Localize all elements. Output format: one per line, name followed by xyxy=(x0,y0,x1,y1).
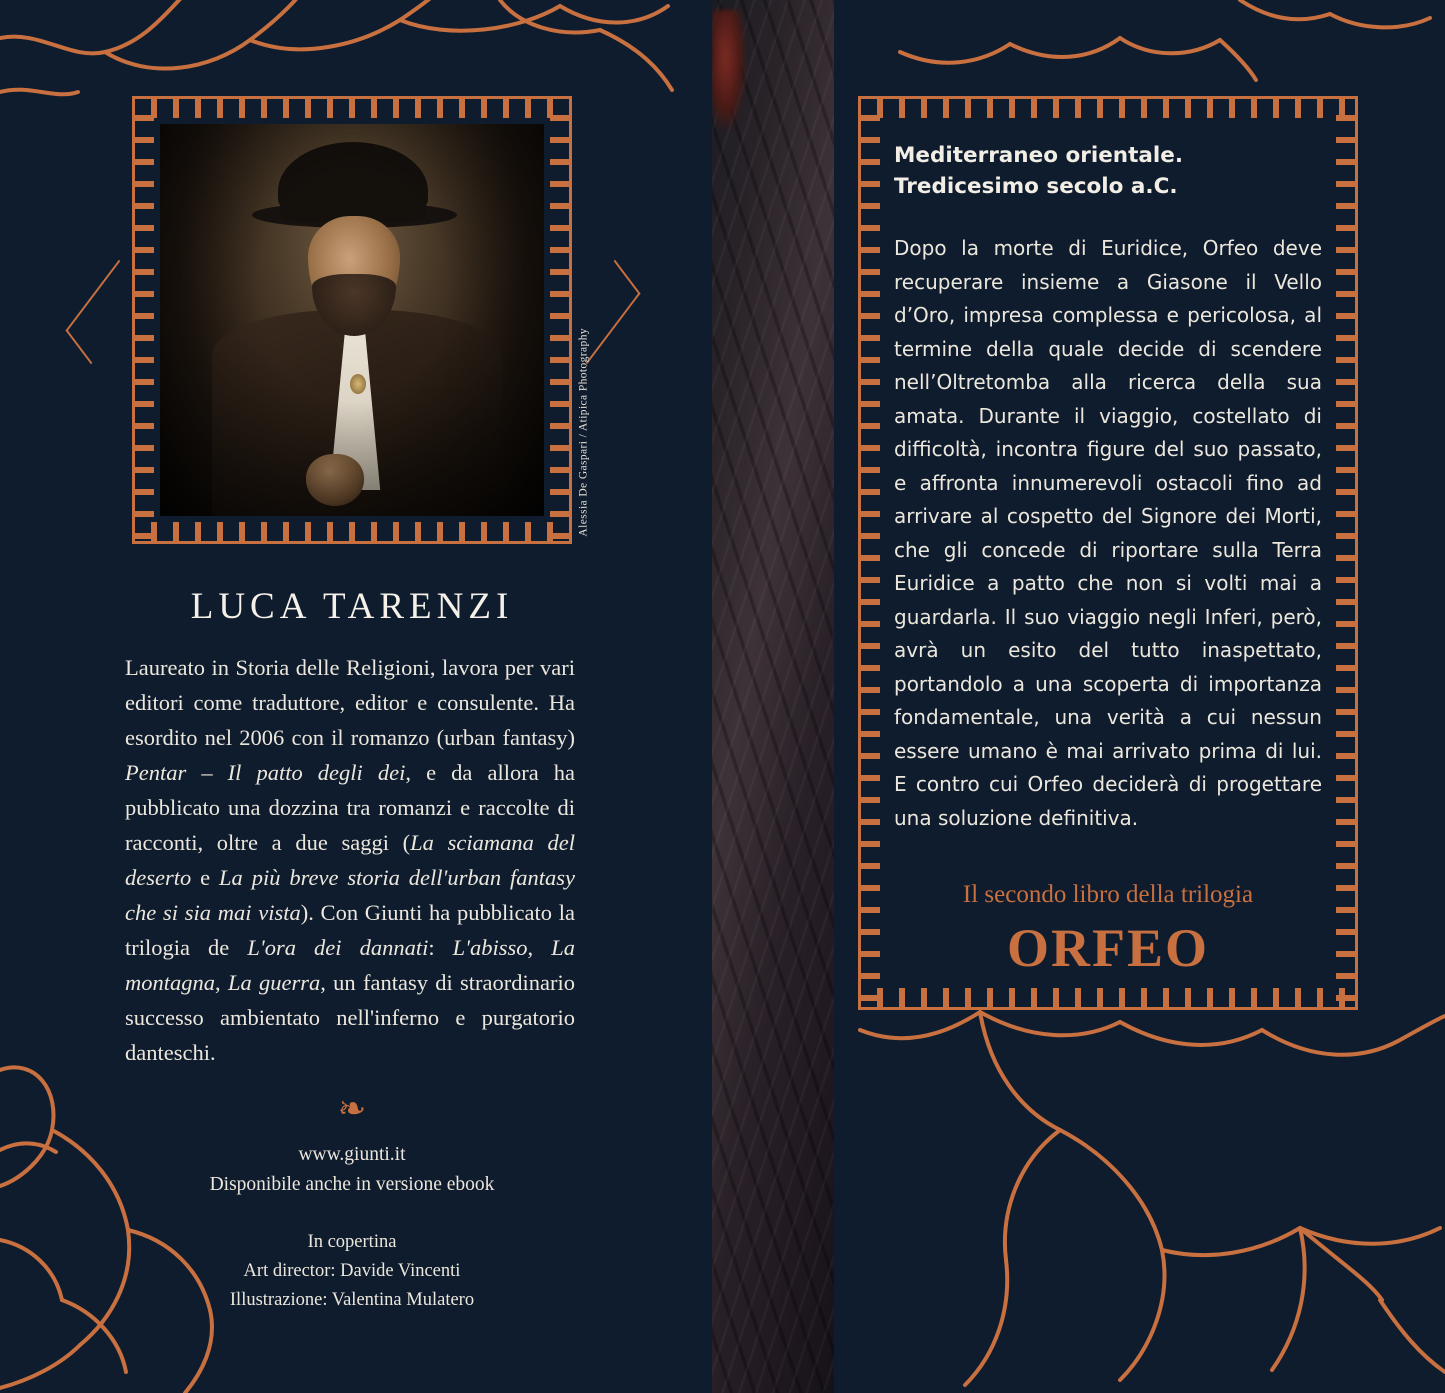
flap-blurb-frame xyxy=(858,96,1358,1010)
flap-greek-key-border-left xyxy=(858,96,880,1010)
flap-greek-key-border-right xyxy=(1336,96,1358,1010)
greek-key-border-right xyxy=(550,96,572,544)
series-logo: ORFEO xyxy=(1006,918,1209,978)
portrait-vignette xyxy=(160,124,544,516)
ebook-note: Disponibile anche in versione ebook xyxy=(209,1174,495,1195)
credits-art-director: Art director: Davide Vincenti xyxy=(243,1261,461,1281)
flourish-ornament-icon: ❧ xyxy=(337,1091,367,1128)
greek-key-border-bottom xyxy=(132,522,572,544)
series-line: Il secondo libro della trilogia xyxy=(962,881,1254,908)
flap-blurb-content xyxy=(894,140,1322,979)
publisher-info xyxy=(132,1140,572,1200)
flap-greek-key-border-top xyxy=(858,96,1358,118)
flap-lead-line-1: Mediterraneo orientale. xyxy=(894,143,1183,168)
photo-credit: Alessia De Gaspari / Atipica Photography xyxy=(578,328,590,537)
flap-greek-key-border-bottom xyxy=(858,988,1358,1010)
author-portrait-photo xyxy=(160,124,544,516)
author-biography: Laureato in Storia delle Religioni, lavora per vari editori come traduttore, editor e consulente. Ha esordito nel 2006 con il romanzo (urban fantasy) Pentar – Il patto degli dei, e da allora ha pubblicato una dozzina tra romanzi e raccolte di racconti, oltre a due saggi (La sciamana del deserto e La più breve storia dell'urban fantasy che si sia mai vista). Con Giunti ha pubblicato la trilogia de L'ora dei dannati: L'abisso, La montagna, La guerra, un fantasy di straordinario successo ambientato nell'inferno e purgatorio danteschi. xyxy=(125,655,576,1065)
cover-credits xyxy=(132,1228,572,1315)
publisher-website[interactable]: www.giunti.it xyxy=(298,1144,406,1165)
book-spine-texture xyxy=(712,0,834,1393)
credits-heading: In copertina xyxy=(307,1232,397,1252)
author-photo-frame xyxy=(132,96,590,544)
author-name: LUCA TARENZI xyxy=(190,586,514,627)
greek-key-border-top xyxy=(132,96,572,118)
flap-lead-line-2: Tredicesimo secolo a.C. xyxy=(894,174,1178,199)
flap-blurb-text: Dopo la morte di Euridice, Orfeo deve recuperare insieme a Giasone il Vello d’Oro, impresa complessa e pericolosa, al termine della quale decide di scendere nell’Oltretomba alla ricerca della sua amata. Durante il viaggio, costellato di difficoltà, incontra figure del suo passato, e affronta innumerevoli ostacoli fino ad arrivare al cospetto del Signore dei Morti, che gli concede di riportare sulla Terra Euridice a patto che non si volti mai a guardarla. Il suo viaggio negli Inferi, però, avrà un esito del tutto inaspettato, portandolo a una scoperta di importanza fondamentale, una verità a cui nessun essere umano è mai arrivato prima di lui. E contro cui Orfeo deciderà di progettare una soluzione definitiva. xyxy=(894,236,1322,830)
spine-red-accent xyxy=(712,10,746,130)
greek-key-border-left xyxy=(132,96,154,544)
credits-illustration: Illustrazione: Valentina Mulatero xyxy=(229,1290,475,1310)
flap-lead-text xyxy=(894,140,1322,202)
